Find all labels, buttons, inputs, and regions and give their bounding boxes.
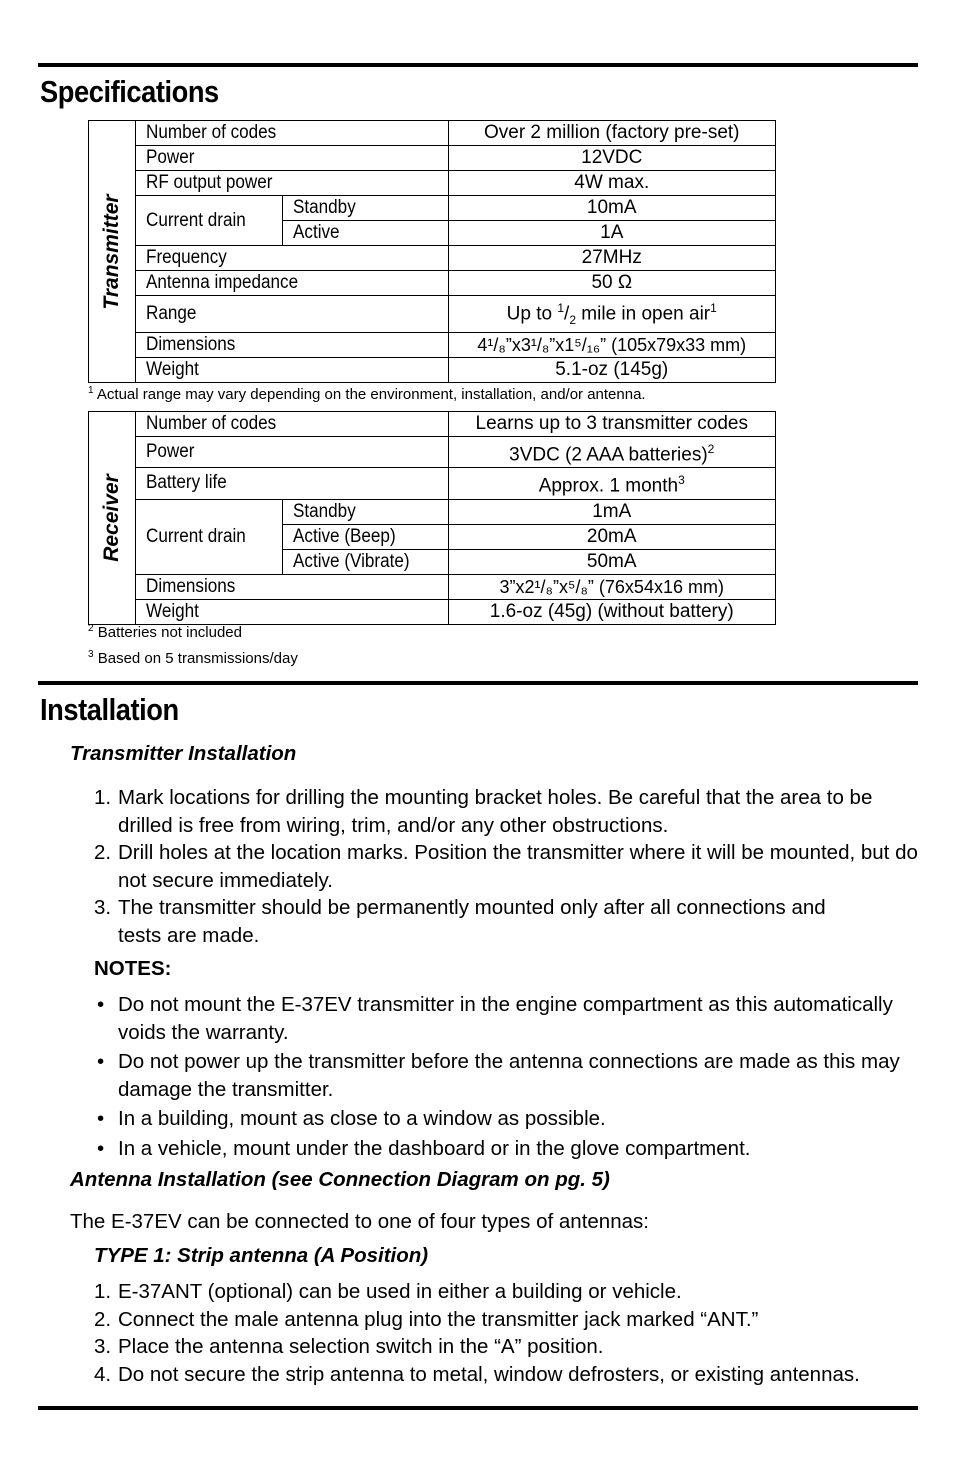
spec-value: Learns up to 3 transmitter codes <box>448 412 776 437</box>
transmitter-steps-list <box>94 784 918 949</box>
spec-value: 10mA <box>448 196 776 221</box>
list-item: • Do not power up the transmitter before the antenna connections are made as this may damage the transmitter. <box>97 1050 900 1101</box>
table-row <box>89 499 776 524</box>
type1-heading: TYPE 1: Strip antenna (A Position) <box>94 1244 429 1267</box>
footnote-3: $^3$ Based on 5 transmissions/day <box>88 649 298 667</box>
spec-label: Antenna impedance <box>136 271 448 296</box>
spec-value: 3VDC (2 AAA batteries)$^2$ <box>448 437 776 468</box>
transmitter-side-label: Transmitter <box>100 193 124 310</box>
spec-label: Number of codes <box>136 412 448 437</box>
table-row <box>89 574 776 599</box>
spec-value: 3”x2¹/₈”x⁵/₈” (76x54x16 mm) <box>448 574 776 599</box>
spec-value: 4¹/₈”x3¹/₈”x1⁵/₁₆” (105x79x33 mm) <box>448 333 776 358</box>
spec-value: 1.6-oz (45g) (without battery) <box>448 599 776 624</box>
table-row <box>89 468 776 499</box>
list-item: • In a building, mount as close to a window as possible. <box>97 1107 606 1130</box>
table-row <box>89 196 776 221</box>
spec-sublabel: Standby <box>283 499 448 524</box>
spec-value: 4W max. <box>448 171 776 196</box>
antenna-intro: The E-37EV can be connected to one of four types of antennas: <box>70 1210 649 1233</box>
list-item: 3. The transmitter should be permanently mounted only after all connections and tests are made. <box>94 896 826 947</box>
spec-label: Power <box>136 437 448 468</box>
footnote-1: $^1$ Actual range may vary depending on the environment, installation, and/or antenna. <box>88 385 646 403</box>
receiver-spec-table <box>88 411 776 625</box>
table-row <box>89 412 776 437</box>
table-row <box>89 333 776 358</box>
spec-label: Weight <box>136 358 448 383</box>
spec-value: Approx. 1 month$^3$ <box>448 468 776 499</box>
spec-label: Range <box>136 296 448 333</box>
transmitter-installation-heading: Transmitter Installation <box>70 742 297 765</box>
spec-label: Battery life <box>136 468 448 499</box>
spec-label: Current drain <box>136 196 283 246</box>
footnote-ref: 2 <box>707 442 715 456</box>
spec-value: Over 2 million (factory pre-set) <box>448 121 776 146</box>
spec-label: Current drain <box>136 499 283 574</box>
antenna-steps-list <box>94 1278 918 1388</box>
list-item: 3. Place the antenna selection switch in the “A” position. <box>94 1335 604 1358</box>
list-item: 2. Connect the male antenna plug into the transmitter jack marked “ANT.” <box>94 1307 759 1331</box>
spec-sublabel: Active <box>283 221 448 246</box>
table-row <box>89 296 776 333</box>
middle-rule <box>38 681 918 685</box>
spec-label: Frequency <box>136 246 448 271</box>
spec-label: Number of codes <box>136 121 448 146</box>
list-item: 1. E-37ANT (optional) can be used in either a building or vehicle. <box>94 1280 682 1303</box>
table-row <box>89 271 776 296</box>
spec-label: Dimensions <box>136 574 448 599</box>
spec-value: Up to $^1/_2$ mile in open air$^1$ <box>448 296 776 333</box>
transmitter-side-label-cell <box>89 121 136 383</box>
top-rule <box>38 63 918 67</box>
footnote-2: $^2$ Batteries not included <box>88 623 242 641</box>
footnote-ref: 3 <box>678 473 685 488</box>
footnote-ref: 1 <box>710 301 717 315</box>
list-item: 4. Do not secure the strip antenna to metal, window defrosters, or existing antennas. <box>94 1362 860 1386</box>
table-row <box>89 246 776 271</box>
table-row <box>89 358 776 383</box>
list-item: • In a vehicle, mount under the dashboard or in the glove compartment. <box>97 1136 751 1160</box>
bottom-rule <box>38 1406 918 1410</box>
spec-value: 50 Ω <box>448 271 776 296</box>
table-row <box>89 121 776 146</box>
spec-label: Dimensions <box>136 333 448 358</box>
installation-heading: Installation <box>40 692 179 727</box>
spec-value: 27MHz <box>448 246 776 271</box>
antenna-installation-heading: Antenna Installation (see Connection Diagram on pg. 5) <box>70 1168 610 1191</box>
spec-label: Power <box>136 146 448 171</box>
spec-value: 1A <box>448 221 776 246</box>
list-item: 2. Drill holes at the location marks. Position the transmitter where it will be mounted, but do not secure immediately. <box>94 841 918 892</box>
spec-value: 50mA <box>448 549 776 574</box>
spec-value: 20mA <box>448 524 776 549</box>
specifications-heading: Specifications <box>40 74 219 109</box>
transmitter-spec-table <box>88 120 776 383</box>
receiver-side-label-cell <box>89 412 136 625</box>
notes-list <box>94 991 918 1162</box>
list-item: 1. Mark locations for drilling the mounting bracket holes. Be careful that the area to be drilled is free from wiring, trim, and/or any other obstructions. <box>94 786 873 837</box>
spec-sublabel: Active (Vibrate) <box>283 549 448 574</box>
spec-label: Weight <box>136 599 448 624</box>
spec-sublabel: Active (Beep) <box>283 524 448 549</box>
table-row <box>89 171 776 196</box>
spec-label: RF output power <box>136 171 448 196</box>
spec-value: 5.1-oz (145g) <box>448 358 776 383</box>
receiver-side-label: Receiver <box>100 474 124 562</box>
spec-value: 12VDC <box>448 146 776 171</box>
table-row <box>89 146 776 171</box>
list-item: • Do not mount the E-37EV transmitter in the engine compartment as this automatically voids the warranty. <box>97 993 893 1044</box>
spec-sublabel: Standby <box>283 196 448 221</box>
notes-heading: NOTES: <box>94 957 172 980</box>
table-row <box>89 599 776 624</box>
table-row <box>89 437 776 468</box>
spec-value: 1mA <box>448 499 776 524</box>
